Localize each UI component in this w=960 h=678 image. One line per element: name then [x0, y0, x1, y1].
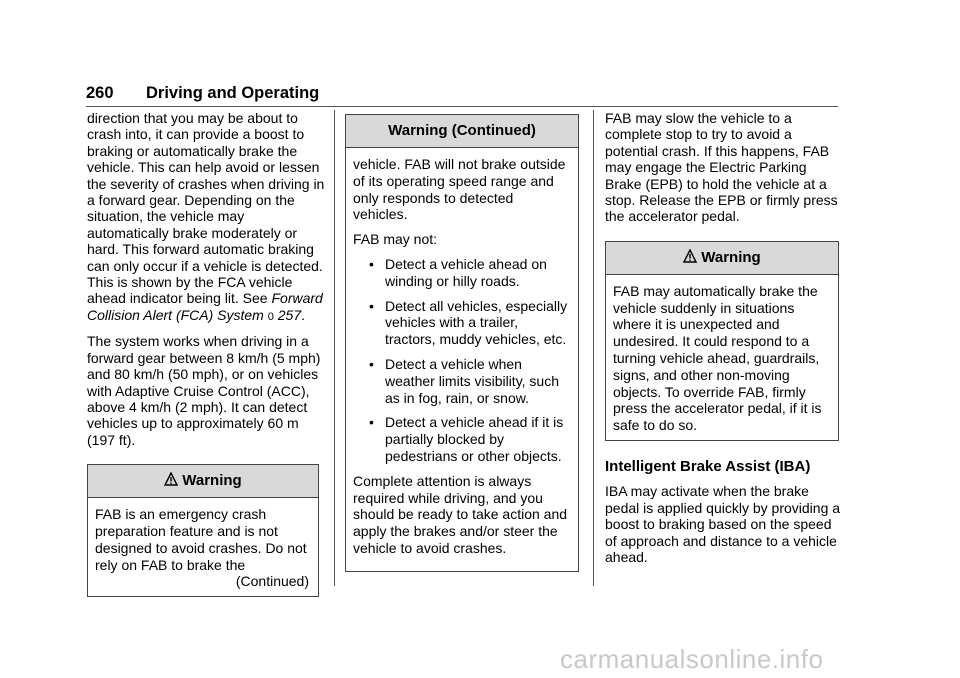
paragraph — [87, 110, 325, 325]
header-rule — [86, 106, 838, 107]
warning-title: Warning — [182, 472, 242, 490]
warning-box — [87, 464, 319, 597]
punctuation: . — [301, 306, 306, 323]
paragraph-text: direction that you may be about to crash into, it can provide a boost to braking or automatically brake the vehicle. This can help avoid or lessen the severity of crashes when driving in a forward gear. Depending on the situation, the vehicle may automatically brake moderately or hard. This forward automatic braking can only occur if a vehicle is detected. This is shown by the FCA vehicle ahead indicator being lit. — [87, 110, 325, 307]
list-item-text: Detect a vehicle when weather limits visibility, such as in fog, rain, or snow. — [385, 355, 560, 406]
column-1 — [87, 110, 325, 597]
column-2 — [345, 114, 579, 572]
list-item — [353, 356, 571, 406]
column-divider — [334, 110, 335, 586]
section-heading: Intelligent Brake Assist (IBA) — [605, 458, 811, 476]
warning-body — [346, 148, 578, 571]
warning-box-continued — [345, 114, 579, 572]
page-number: 260 — [86, 84, 114, 102]
continued-label: (Continued) — [235, 573, 309, 590]
list-item-text: Detect a vehicle ahead on winding or hilly roads. — [385, 255, 547, 289]
warning-triangle-icon — [683, 243, 697, 275]
bullet: • — [369, 297, 374, 314]
warning-text: FAB may automatically brake the vehicle suddenly in situations where it is unexpected and undesired. It could respond to a turning vehicle ahead, guardrails, signs, and other non-moving objects. To override FAB, firmly press the accelerator pedal, if it is safe to do so. — [613, 282, 822, 434]
warning-header — [606, 242, 838, 275]
column-divider — [593, 110, 594, 586]
warning-body — [88, 498, 318, 596]
warning-header: Warning (Continued) — [346, 115, 578, 148]
bullet-list — [353, 256, 571, 465]
page-ref-icon: 0 — [267, 310, 274, 323]
warning-box — [605, 241, 839, 441]
paragraph: IBA may activate when the brake pedal is applied quickly by providing a boost to braking based on the speed of approach and distance to a vehicle ahead. — [605, 483, 841, 566]
paragraph: FAB may slow the vehicle to a complete stop to try to avoid a potential crash. If this happens, FAB may engage the Electric Parking Brake (EPB) to hold the vehicle at a stop. Release the EPB or firmly press the accelerator pedal. — [605, 110, 838, 225]
see-prefix: See — [242, 290, 272, 307]
warning-text: vehicle. FAB will not brake outside of its operating speed range and only responds to detected vehicles. — [353, 156, 566, 223]
section-title: Driving and Operating — [146, 84, 320, 102]
bullet: • — [369, 414, 374, 431]
warning-header — [88, 465, 318, 498]
warning-text: Complete attention is always required while driving, and you should be ready to take action and apply the brakes and/or steer the vehicle to avoid crashes. — [353, 472, 568, 556]
list-item-text: Detect a vehicle ahead if it is partially blocked by pedestrians or other objects. — [385, 414, 564, 464]
warning-text: FAB may not: — [353, 231, 438, 248]
cross-reference-page[interactable]: 257 — [277, 306, 302, 323]
bullet: • — [369, 255, 374, 272]
list-item — [353, 414, 571, 464]
list-item-text: Detect all vehicles, especially vehicles with a trailer, tractors, muddy vehicles, etc. — [385, 297, 568, 348]
column-3 — [605, 110, 841, 573]
cross-reference-link[interactable]: Forward Collision Alert (FCA) System — [87, 290, 323, 323]
bullet: • — [369, 355, 374, 372]
list-item — [353, 256, 571, 290]
warning-body — [606, 275, 838, 440]
watermark: carmanualsonline.info — [560, 644, 824, 674]
paragraph: The system works when driving in a forward gear between 8 km/h (5 mph) and 80 km/h (50 mph), or on vehicles with Adaptive Cruise Control (ACC), above 4 km/h (2 mph). It can detect vehicles up to approximately 60 m (197 ft). — [87, 333, 321, 448]
list-item — [353, 298, 571, 348]
warning-text: FAB is an emergency crash preparation feature and is not designed to avoid crashes. Do not rely on FAB to brake the — [95, 506, 307, 573]
warning-title: Warning — [701, 248, 761, 266]
warning-triangle-icon — [164, 466, 178, 498]
